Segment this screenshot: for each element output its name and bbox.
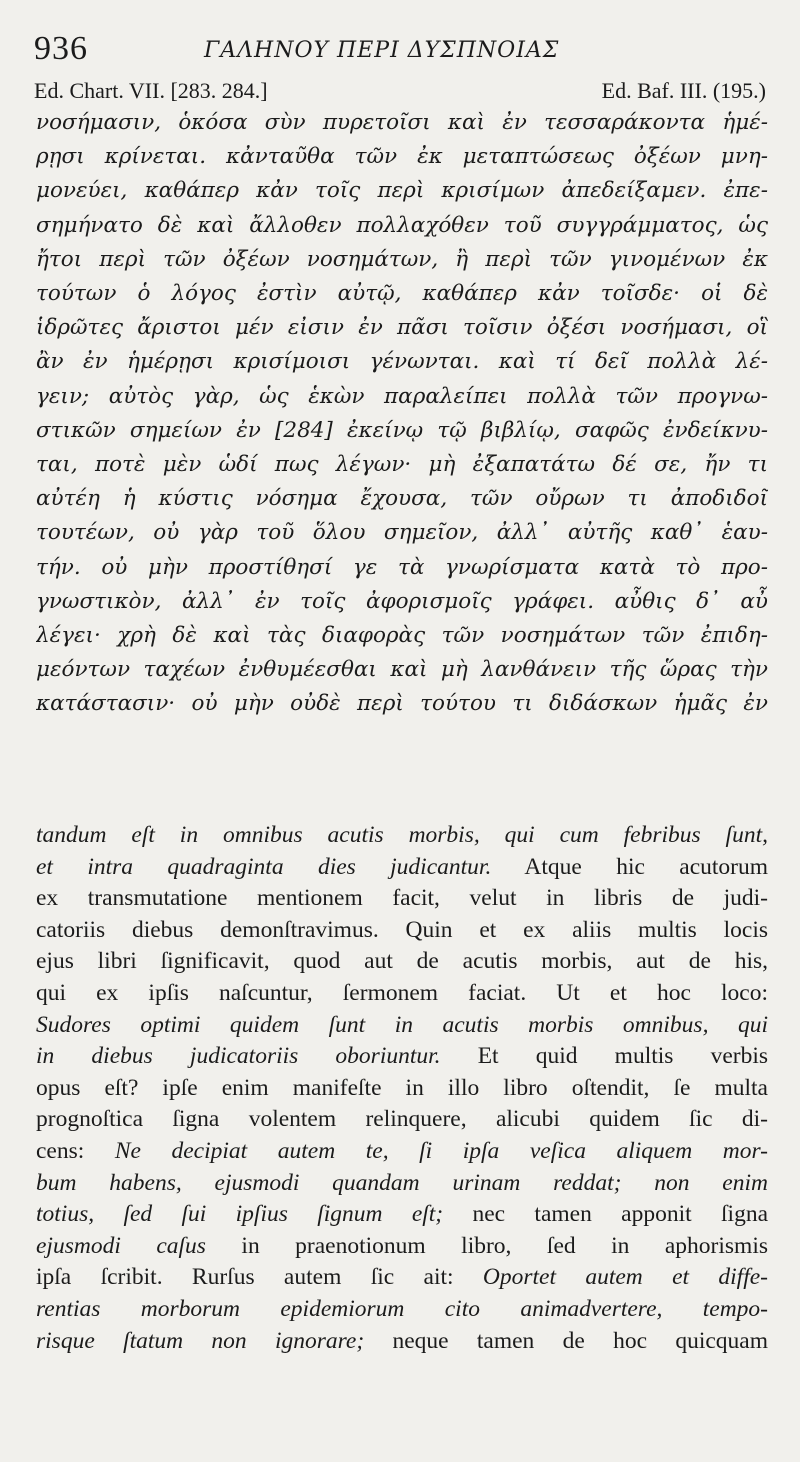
roman-text: Et quid multis verbis	[440, 1043, 768, 1070]
latin-text-line	[36, 1073, 768, 1105]
roman-text: Atque hic acutorum	[491, 853, 768, 880]
greek-text-line: στικῶν σημείων ἐν [284] ἐκείνῳ τῷ βιβλίῳ, σαφῶς ἐνδείκνυ-	[36, 417, 768, 443]
roman-text: ex transmutatione mentionem facit, velut in libris de judi-	[36, 885, 768, 912]
roman-text: qui ex ipſis naſcuntur, ſermonem faciat. Ut et hoc loco:	[36, 979, 768, 1006]
quoted-italic-text: in diebus judicatoriis oboriuntur.	[36, 1043, 441, 1070]
page-number: 936	[34, 30, 88, 67]
greek-text-line: αὐτέη ἡ κύστις νόσημα ἔχουσα, τῶν οὔρων τι ἀποδιδοῖ	[36, 486, 768, 512]
latin-text-line	[36, 978, 768, 1010]
greek-text-block	[36, 106, 768, 722]
roman-text: nec tamen apponit ſigna	[443, 1201, 768, 1228]
latin-text-line	[36, 1136, 768, 1168]
greek-text-line: τήν. οὐ μὴν προστίθησί γε τὰ γνωρίσματα κατὰ τὸ προ-	[36, 554, 768, 580]
latin-text-line	[36, 852, 768, 884]
greek-text-line: κατάστασιν· οὐ μὴν οὐδὲ περὶ τούτου τι διδάσκων ἡμᾶς ἐν	[36, 691, 768, 717]
roman-text: ejus libri ſignificavit, quod aut de acutis morbis, aut de his,	[36, 948, 768, 975]
page-header	[34, 30, 766, 74]
greek-text-line: ται, ποτὲ μὲν ὡδί πως λέγων· μὴ ἐξαπατάτω δέ σε, ἤν τι	[36, 452, 768, 478]
quoted-italic-text: bum habens, ejusmodi quandam urinam reddat; non enim	[36, 1169, 768, 1196]
greek-text-line: ἂν ἐν ἡμέρῃσι κρισίμοισι γένωνται. καὶ τί δεῖ πολλὰ λέ-	[36, 349, 768, 375]
latin-text-line	[36, 1041, 768, 1073]
quoted-italic-text: risque ſtatum non ignorare;	[36, 1327, 365, 1354]
roman-text: cens:	[36, 1137, 115, 1164]
latin-text-line	[36, 820, 768, 852]
greek-text-line: γνωστικὸν, ἀλλ᾽ ἐν τοῖς ἀφορισμοῖς γράφει. αὖθις δ᾽ αὖ	[36, 588, 768, 614]
greek-text-line: ρῃσι κρίνεται. κἀνταῦθα τῶν ἐκ μεταπτώσεως ὀξέων μνη-	[36, 144, 768, 170]
edition-chart-reference: Ed. Chart. VII. [283. 284.]	[34, 78, 268, 103]
greek-text-line: σημήνατο δὲ καὶ ἄλλοθεν πολλαχόθεν τοῦ συγγράμματος, ὡς	[36, 212, 768, 238]
greek-text-line: ἤτοι περὶ τῶν ὀξέων νοσημάτων, ἢ περὶ τῶν γινομένων ἐκ	[36, 246, 768, 272]
roman-text: prognoſtica ſigna volentem relinquere, alicubi quidem ſic di-	[36, 1106, 768, 1133]
quoted-italic-text: tandum eſt in omnibus acutis morbis, qui cum febribus ſunt,	[36, 822, 768, 848]
greek-text-line: τούτων ὁ λόγος ἐστὶν αὐτῷ, καθάπερ κἀν τοῖσδε· οἱ δὲ	[36, 281, 768, 307]
roman-text: in praenotionum libro, ſed in aphorismis	[205, 1232, 768, 1259]
latin-text-line	[36, 1326, 768, 1358]
greek-text-line: ἱδρῶτες ἄριστοι μέν εἰσιν ἐν πᾶσι τοῖσιν ὀξέσι νοσήμασι, οἳ	[36, 315, 768, 341]
roman-text: catoriis diebus demonſtravimus. Quin et ex aliis multis locis	[36, 916, 768, 943]
latin-text-line	[36, 1262, 768, 1294]
latin-text-line	[36, 1199, 768, 1231]
latin-text-line	[36, 1294, 768, 1326]
running-title: ΓΑΛΗΝΟΥ ΠΕΡΙ ΔΥΣΠΝΟΙΑΣ	[204, 38, 560, 63]
latin-text-block	[36, 820, 768, 1357]
quoted-italic-text: et intra quadraginta dies judicantur.	[36, 853, 492, 880]
edition-basel-reference: Ed. Baf. III. (195.)	[601, 78, 766, 103]
greek-text-line: μονεύει, καθάπερ κἀν τοῖς περὶ κρισίμων ἀπεδείξαμεν. ἐπε-	[36, 178, 768, 204]
latin-text-line	[36, 1231, 768, 1263]
greek-text-line: λέγει· χρὴ δὲ καὶ τὰς διαφορὰς τῶν νοσημάτων τῶν ἐπιδη-	[36, 623, 768, 649]
latin-text-line	[36, 883, 768, 915]
quoted-italic-text: Ne decipiat autem te, ſi ipſa veſica aliquem mor-	[114, 1137, 768, 1164]
latin-text-line	[36, 1010, 768, 1042]
quoted-italic-text: Oportet autem et diffe-	[482, 1264, 768, 1291]
roman-text: ipſa ſcribit. Rurſus autem ſic ait:	[36, 1264, 483, 1291]
roman-text: neque tamen de hoc quicquam	[364, 1327, 768, 1354]
greek-text-line: μεόντων ταχέων ἐνθυμέεσθαι καὶ μὴ λανθάνειν τῆς ὥρας τὴν	[36, 657, 768, 683]
greek-text-line: νοσήμασιν, ὁκόσα σὺν πυρετοῖσι καὶ ἐν τεσσαράκοντα ἡμέ-	[36, 110, 768, 135]
greek-text-line: γειν; αὐτὸς γὰρ, ὡς ἑκὼν παραλείπει πολλὰ τῶν προγνω-	[36, 383, 768, 409]
quoted-italic-text: rentias morborum epidemiorum cito animadvertere, tempo-	[36, 1295, 768, 1322]
latin-text-line	[36, 1104, 768, 1136]
latin-text-line	[36, 915, 768, 947]
quoted-italic-text: totius, ſed ſui ipſius ſignum eſt;	[36, 1201, 444, 1228]
greek-text-line: τουτέων, οὐ γὰρ τοῦ ὅλου σημεῖον, ἀλλ᾽ αὐτῆς καθ᾽ ἑαυ-	[36, 520, 768, 546]
latin-text-line	[36, 946, 768, 978]
quoted-italic-text: ejusmodi caſus	[36, 1232, 206, 1259]
roman-text: opus eſt? ipſe enim manifeſte in illo libro oſtendit, ſe multa	[36, 1074, 768, 1101]
latin-text-line	[36, 1168, 768, 1200]
quoted-italic-text: Sudores optimi quidem ſunt in acutis morbis omnibus, qui	[36, 1011, 768, 1038]
